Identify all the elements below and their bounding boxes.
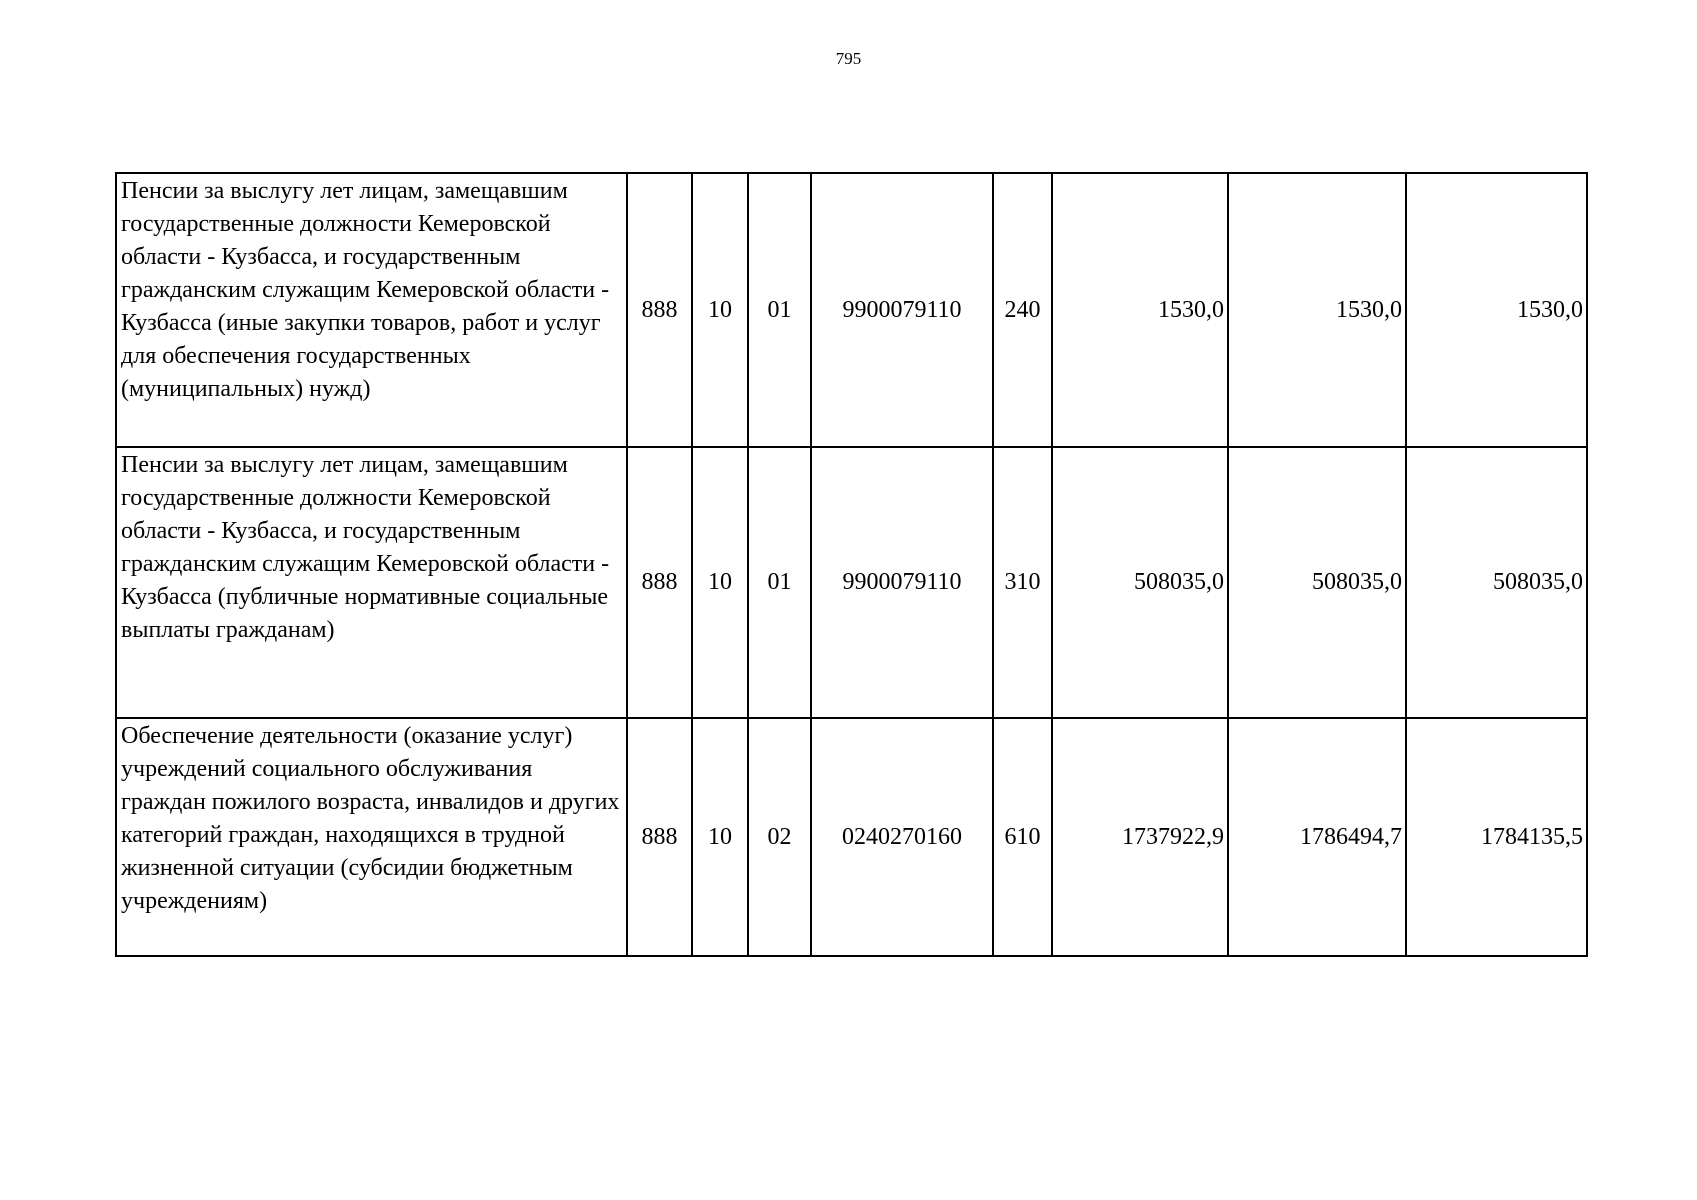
section-code-cell: 10: [692, 173, 748, 447]
target-article-cell: 0240270160: [811, 718, 993, 956]
amount-cell-1: 1737922,9: [1052, 718, 1228, 956]
amount-cell-3: 1784135,5: [1406, 718, 1587, 956]
description-cell: Пенсии за выслугу лет лицам, замещавшим государственные должности Кемеровской области - Кузбасса, и государственным гражданским служащим Кемеровской области - Кузбасса (иные закупки товаров, работ и услуг для обеспечения государственных (муниципальных) нужд): [116, 173, 627, 447]
subsection-code-cell: 01: [748, 447, 811, 718]
target-article-cell: 9900079110: [811, 447, 993, 718]
table-row: [116, 447, 1587, 718]
expense-type-cell: 240: [993, 173, 1052, 447]
amount-cell-2: 1530,0: [1228, 173, 1406, 447]
amount-cell-2: 1786494,7: [1228, 718, 1406, 956]
amount-cell-3: 1530,0: [1406, 173, 1587, 447]
page-number: 795: [835, 49, 862, 68]
amount-cell-1: 508035,0: [1052, 447, 1228, 718]
expense-type-cell: 310: [993, 447, 1052, 718]
ministry-code-cell: 888: [627, 718, 692, 956]
description-cell: Обеспечение деятельности (оказание услуг) учреждений социального обслуживания граждан пожилого возраста, инвалидов и других категорий граждан, находящихся в трудной жизненной ситуации (субсидии бюджетным учреждениям): [116, 718, 627, 956]
expense-type-cell: 610: [993, 718, 1052, 956]
target-article-cell: 9900079110: [811, 173, 993, 447]
amount-cell-1: 1530,0: [1052, 173, 1228, 447]
ministry-code-cell: 888: [627, 173, 692, 447]
amount-cell-3: 508035,0: [1406, 447, 1587, 718]
budget-table: [115, 172, 1588, 957]
table-row: [116, 173, 1587, 447]
amount-cell-2: 508035,0: [1228, 447, 1406, 718]
description-cell: Пенсии за выслугу лет лицам, замещавшим государственные должности Кемеровской области - Кузбасса, и государственным гражданским служащим Кемеровской области - Кузбасса (публичные нормативные социальные выплаты гражданам): [116, 447, 627, 718]
subsection-code-cell: 02: [748, 718, 811, 956]
table-row: [116, 718, 1587, 956]
section-code-cell: 10: [692, 718, 748, 956]
subsection-code-cell: 01: [748, 173, 811, 447]
section-code-cell: 10: [692, 447, 748, 718]
ministry-code-cell: 888: [627, 447, 692, 718]
